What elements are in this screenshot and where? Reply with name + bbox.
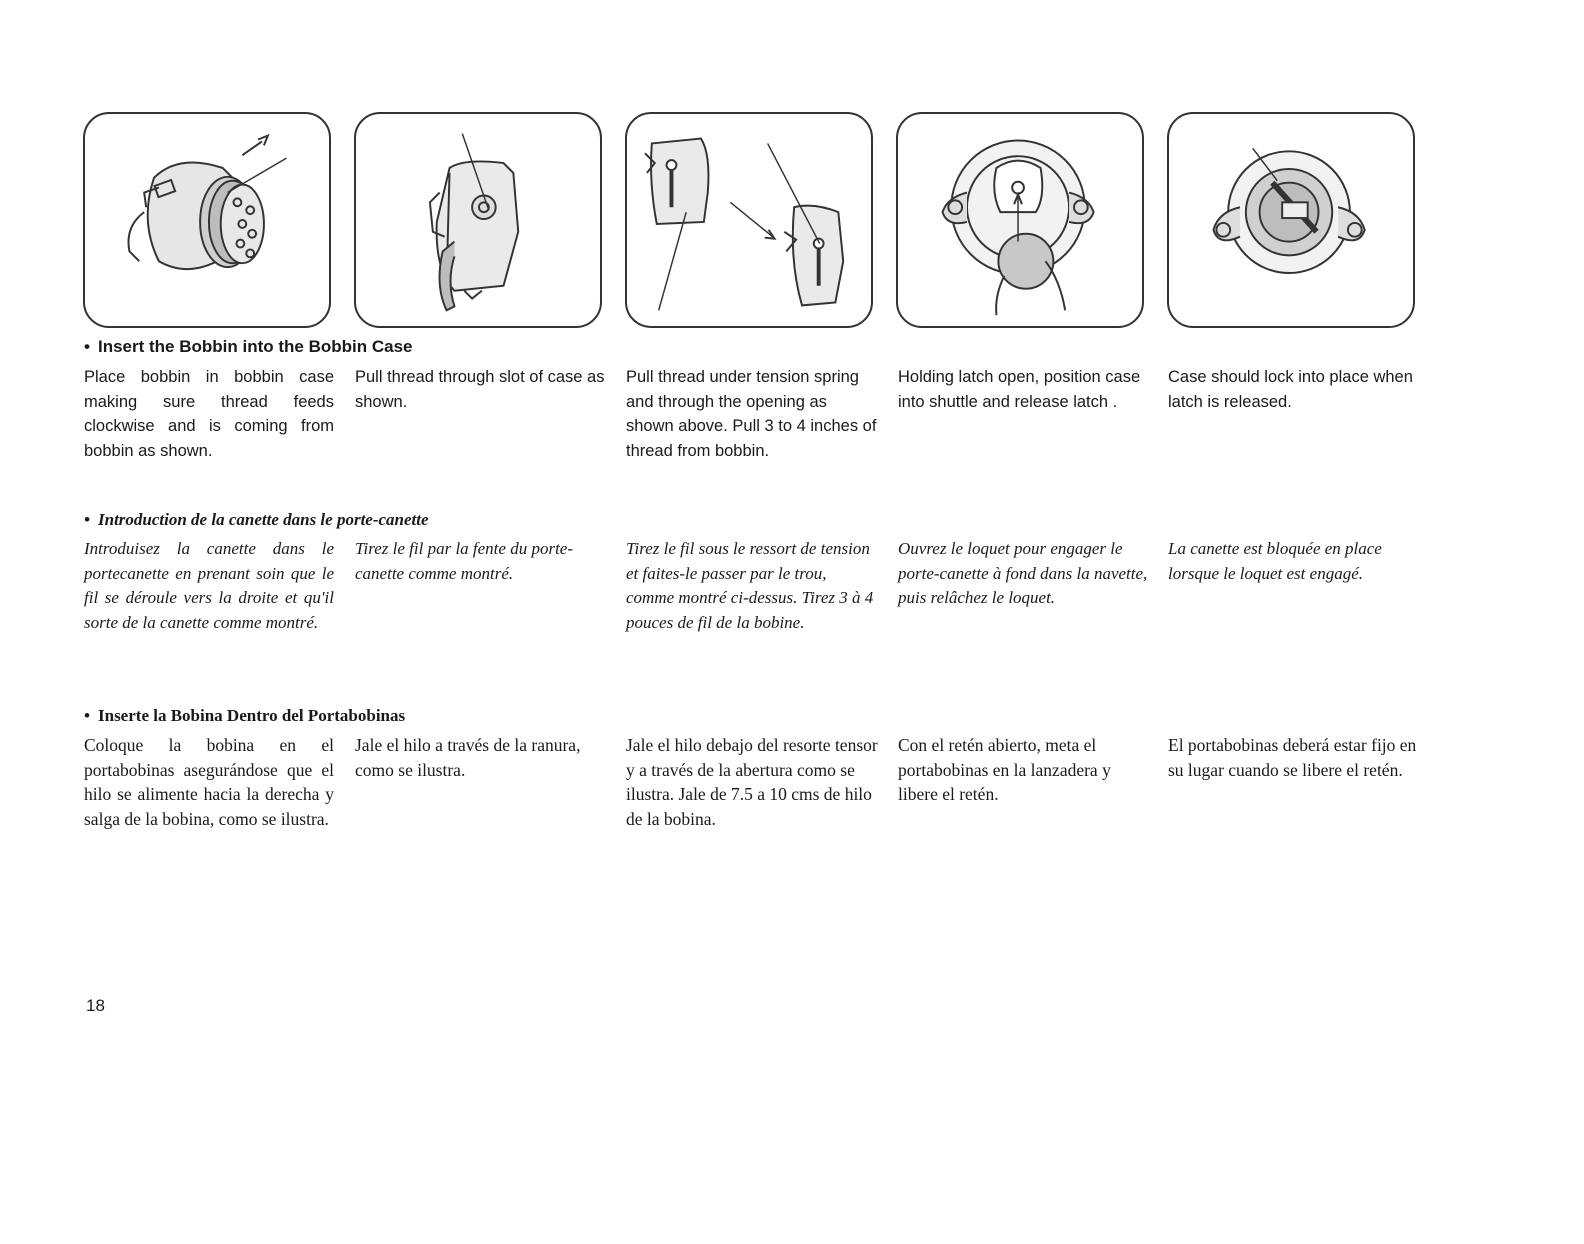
english-heading bbox=[84, 337, 413, 357]
step-3-spanish: Jale el hilo debajo del resorte tensor y a través de la abertura como se ilustra. Jale de 7.5 a 10 cms de hilo de la bobina. bbox=[626, 735, 878, 829]
panel-thread-through-slot bbox=[354, 112, 602, 328]
step-3-french: Tirez le fil sous le ressort de tension et faites-le passer par le trou, comme montré ci-dessus. Tirez 3 à 4 pouces de fil de la bobine. bbox=[626, 539, 874, 632]
case-into-shuttle-illustration bbox=[898, 114, 1142, 326]
page-number: 18 bbox=[86, 996, 105, 1015]
thread-through-slot-illustration bbox=[356, 114, 600, 326]
step-2-spanish: Jale el hilo a través de la ranura, como se ilustra. bbox=[355, 735, 581, 780]
panel-case-into-shuttle bbox=[896, 112, 1144, 328]
case-locked-in-place-illustration bbox=[1169, 114, 1413, 326]
step-2-french: Tirez le fil par la fente du porte-canette comme montré. bbox=[355, 539, 573, 583]
spanish-heading bbox=[84, 706, 405, 726]
step-1-french: Introduisez la canette dans le portecanette en prenant soin que le fil se déroule vers la droite et qu'il sorte de la canette comme montré. bbox=[84, 539, 334, 632]
thread-under-tension-spring-illustration bbox=[627, 114, 871, 326]
step-4-french: Ouvrez le loquet pour engager le porte-canette à fond dans la navette, puis relâchez le loquet. bbox=[898, 539, 1148, 607]
step-4-english: Holding latch open, position case into shuttle and release latch . bbox=[898, 368, 1141, 411]
step-5-french: La canette est bloquée en place lorsque le loquet est engagé. bbox=[1168, 539, 1382, 583]
step-5-english: Case should lock into place when latch is released. bbox=[1168, 368, 1413, 411]
step-2-english: Pull thread through slot of case as shown. bbox=[355, 368, 605, 411]
step-3-english: Pull thread under tension spring and through the opening as shown above. Pull 3 to 4 inches of thread from bobbin. bbox=[626, 368, 877, 460]
panel-thread-under-tension-spring bbox=[625, 112, 873, 328]
bullet: • bbox=[84, 510, 90, 529]
panel-case-locked-in-place bbox=[1167, 112, 1415, 328]
bobbin-placed-in-case-illustration bbox=[85, 114, 329, 326]
step-5-spanish: El portabobinas deberá estar fijo en su lugar cuando se libere el retén. bbox=[1168, 735, 1417, 780]
bullet: • bbox=[84, 337, 90, 356]
french-heading-text: Introduction de la canette dans le porte-canette bbox=[98, 510, 429, 529]
panel-bobbin-placed-in-case bbox=[83, 112, 331, 328]
french-heading bbox=[84, 510, 429, 530]
spanish-heading-text: Inserte la Bobina Dentro del Portabobinas bbox=[98, 706, 406, 725]
bullet: • bbox=[84, 706, 90, 725]
step-1-spanish: Coloque la bobina en el portabobinas asegurándose que el hilo se alimente hacia la derecha y salga de la bobina, como se ilustra. bbox=[84, 735, 334, 829]
step-1-english: Place bobbin in bobbin case making sure thread feeds clockwise and is coming from bobbin as shown. bbox=[84, 368, 334, 460]
english-heading-text: Insert the Bobbin into the Bobbin Case bbox=[98, 337, 413, 356]
step-4-spanish: Con el retén abierto, meta el portabobinas en la lanzadera y libere el retén. bbox=[898, 735, 1111, 804]
